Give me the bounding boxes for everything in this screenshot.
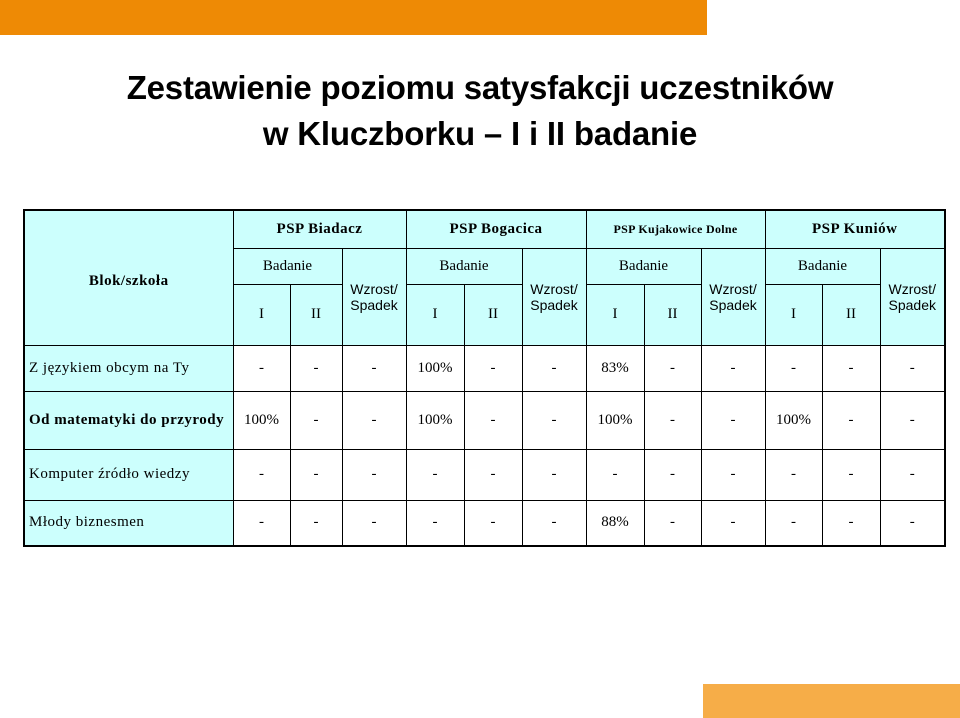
table-cell: - [880, 391, 945, 449]
satisfaction-table [23, 209, 946, 547]
table-cell: - [701, 500, 765, 546]
study-ii-header: II [290, 284, 342, 345]
wzrost-spadek-header: Wzrost/ Spadek [342, 248, 406, 345]
study-ii-header: II [822, 284, 880, 345]
table-cell: - [342, 449, 406, 500]
badanie-header: Badanie [765, 248, 880, 284]
corner-label: Blok/szkoła [24, 210, 233, 345]
table-cell: - [765, 500, 822, 546]
table-cell: - [290, 391, 342, 449]
table-cell: - [701, 391, 765, 449]
table-cell: 100% [765, 391, 822, 449]
table-cell: - [464, 500, 522, 546]
table-cell: - [464, 345, 522, 391]
study-ii-header: II [644, 284, 701, 345]
table-cell: - [701, 449, 765, 500]
row-label: Z językiem obcym na Ty [24, 345, 233, 391]
table-cell: 100% [233, 391, 290, 449]
wzrost-spadek-header: Wzrost/ Spadek [880, 248, 945, 345]
table-cell: - [522, 391, 586, 449]
table-row [24, 449, 945, 500]
study-i-header: I [765, 284, 822, 345]
table-cell: - [233, 500, 290, 546]
table-cell: - [822, 500, 880, 546]
table-row [24, 391, 945, 449]
table-cell: - [822, 391, 880, 449]
table-cell: 100% [406, 391, 464, 449]
study-ii-header: II [464, 284, 522, 345]
table-cell: - [644, 391, 701, 449]
table-cell: - [233, 449, 290, 500]
badanie-header: Badanie [233, 248, 342, 284]
table-cell: - [522, 500, 586, 546]
page-title-line-2: w Kluczborku – I i II badanie [262, 115, 698, 152]
school-header-kujakowice-dolne: PSP Kujakowice Dolne [586, 210, 765, 248]
table-cell: - [880, 500, 945, 546]
table-cell: - [290, 449, 342, 500]
page-title-line-1: Zestawienie poziomu satysfakcji uczestników [126, 69, 834, 106]
top-accent-bar [0, 0, 707, 35]
table-cell: - [822, 345, 880, 391]
school-header-biadacz: PSP Biadacz [233, 210, 406, 248]
wzrost-spadek-header: Wzrost/ Spadek [522, 248, 586, 345]
table-row [24, 345, 945, 391]
study-i-header: I [406, 284, 464, 345]
table-cell: - [406, 449, 464, 500]
table-cell: 83% [586, 345, 644, 391]
row-label: Komputer źródło wiedzy [24, 449, 233, 500]
table-cell: - [522, 449, 586, 500]
row-label: Młody biznesmen [24, 500, 233, 546]
table-cell: - [880, 449, 945, 500]
table-cell: 100% [586, 391, 644, 449]
badanie-header: Badanie [406, 248, 522, 284]
table-row [24, 500, 945, 546]
table-cell: - [586, 449, 644, 500]
table-cell: - [290, 345, 342, 391]
school-header-bogacica: PSP Bogacica [406, 210, 586, 248]
table-cell: - [880, 345, 945, 391]
school-header-kuniow: PSP Kuniów [765, 210, 945, 248]
table-cell: - [522, 345, 586, 391]
table-cell: - [342, 500, 406, 546]
table-cell: - [644, 500, 701, 546]
table-cell: - [644, 345, 701, 391]
study-i-header: I [586, 284, 644, 345]
study-i-header: I [233, 284, 290, 345]
table-cell: - [233, 345, 290, 391]
table-cell: - [765, 345, 822, 391]
table-cell: - [290, 500, 342, 546]
bottom-accent-bar [703, 684, 960, 718]
table-cell: - [765, 449, 822, 500]
table-cell: - [342, 345, 406, 391]
badanie-header: Badanie [586, 248, 701, 284]
wzrost-spadek-header: Wzrost/ Spadek [701, 248, 765, 345]
row-label: Od matematyki do przyrody [24, 391, 233, 449]
table-cell: 88% [586, 500, 644, 546]
table-cell: - [644, 449, 701, 500]
table-cell: - [464, 391, 522, 449]
table-cell: 100% [406, 345, 464, 391]
table-cell: - [464, 449, 522, 500]
table-cell: - [342, 391, 406, 449]
table-cell: - [406, 500, 464, 546]
table-cell: - [822, 449, 880, 500]
table-cell: - [701, 345, 765, 391]
